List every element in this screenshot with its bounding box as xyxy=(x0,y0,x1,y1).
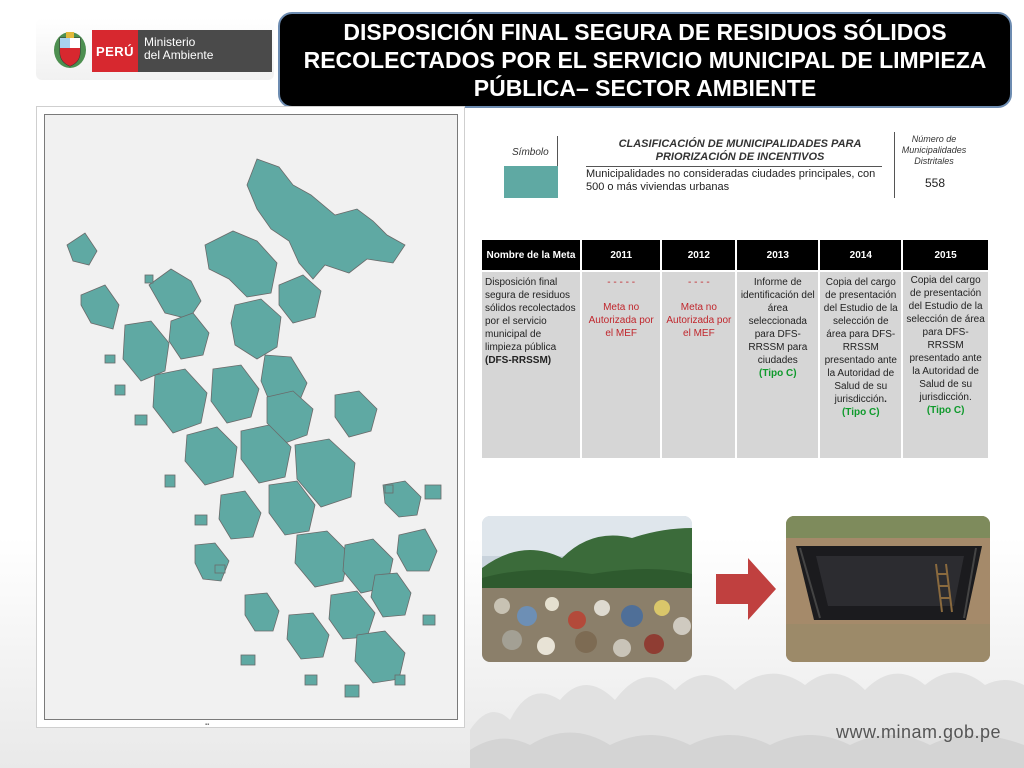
cell-2011-dash: - - - - - xyxy=(607,277,636,288)
map-region-central-9 xyxy=(219,491,261,539)
coat-of-arms-icon xyxy=(52,30,88,70)
map-region-small-12 xyxy=(115,385,125,395)
map-region-north-3 xyxy=(67,233,97,265)
open-dump-photo xyxy=(482,516,692,662)
landfill-illustration xyxy=(786,516,990,662)
cell-2015 xyxy=(903,272,988,458)
website-url[interactable]: www.minam.gob.pe xyxy=(836,722,1002,742)
map-region-small-6 xyxy=(241,655,255,665)
symbol-swatch xyxy=(504,166,558,198)
map-region-south-4 xyxy=(329,591,375,639)
ministry-line-1: Ministerio xyxy=(144,35,196,49)
map-region-small-4 xyxy=(195,515,207,525)
map-region-north-7 xyxy=(231,299,281,359)
country-label: PERÚ xyxy=(92,30,138,72)
map-region-small-9 xyxy=(395,675,405,685)
map-region-small-1 xyxy=(105,355,115,363)
map-caption: ▪▪ xyxy=(205,722,210,728)
map-region-north-5 xyxy=(123,321,169,381)
map-region-small-7 xyxy=(305,675,317,685)
open-dump-illustration xyxy=(482,516,692,662)
map-region-north-1 xyxy=(205,231,277,297)
classification-title: CLASIFICACIÓN DE MUNICIPALIDADES PARA PRIORIZACIÓN DE INCENTIVOS xyxy=(618,138,862,163)
slide-title xyxy=(278,12,1012,108)
cell-2014-dot: . xyxy=(884,394,887,405)
table-row xyxy=(482,272,988,458)
map-region-central-5 xyxy=(185,427,237,485)
cell-2014-type: (Tipo C) xyxy=(841,407,880,418)
symbol-label: Símbolo xyxy=(512,147,549,158)
meta-code-text: (DFS-RRSSM) xyxy=(485,355,552,366)
cell-2012-dash: - - - - xyxy=(688,277,710,288)
header-2014: 2014 xyxy=(820,240,901,270)
map-region-central-1 xyxy=(153,369,207,433)
title-line-2: RECOLECTADOS POR EL SERVICIO MUNICIPAL DE LIMPIEZA xyxy=(303,47,987,73)
cell-2014 xyxy=(820,272,901,458)
map-region-south-10 xyxy=(195,543,229,581)
count-value: 558 xyxy=(924,176,946,190)
classification-description: Municipalidades no consideradas ciudades principales, con 500 o más viviendas urbanas xyxy=(586,168,876,193)
header-2015: 2015 xyxy=(903,240,988,270)
map-region-south-5 xyxy=(287,613,329,659)
cell-2013 xyxy=(737,272,818,458)
map-region-north-4 xyxy=(81,285,119,329)
cell-2013-type: (Tipo C) xyxy=(759,368,797,379)
map-region-central-10 xyxy=(335,391,377,437)
cell-2012-text: Meta no Autorizada por el MEF xyxy=(666,302,732,339)
header-2011: 2011 xyxy=(582,240,661,270)
cell-2012 xyxy=(662,272,735,458)
cell-2011-text: Meta no Autorizada por el MEF xyxy=(588,302,654,339)
cell-2015-type: (Tipo C) xyxy=(926,405,965,416)
map-region-small-14 xyxy=(425,485,441,499)
map-region-central-2 xyxy=(211,365,259,423)
title-line-3: PÚBLICA– SECTOR AMBIENTE xyxy=(473,75,817,101)
classification-divider xyxy=(586,166,882,167)
count-title: Número de Municipalidades Distritales xyxy=(901,134,967,166)
header-2012: 2012 xyxy=(662,240,735,270)
map-region-north-8 xyxy=(279,275,321,323)
map-region-small-2 xyxy=(135,415,147,425)
map-region-south-9 xyxy=(245,593,279,631)
landfill-cell-photo xyxy=(786,516,990,662)
right-arrow-icon xyxy=(716,558,776,620)
ministry-line-2: del Ambiente xyxy=(144,48,214,62)
classification-legend xyxy=(490,128,1010,200)
meta-name-text: Disposición final segura de residuos sólidos recolectados por el servicio municipal de limpieza pública xyxy=(485,277,576,353)
map-region-small-10 xyxy=(423,615,435,625)
map-svg xyxy=(45,115,457,719)
cell-2011 xyxy=(582,272,661,458)
cell-meta-name xyxy=(482,272,580,458)
map-region-small-3 xyxy=(165,475,175,487)
cell-2014-text: Copia del cargo de presentación del Estudio de la selección de área para DFS-RRSSM presentado ante la Autoridad de Salud de su jurisdicción xyxy=(823,277,898,405)
map-region-north-6 xyxy=(169,313,209,359)
map-region-north-2 xyxy=(149,269,201,319)
map-region-small-13 xyxy=(385,485,393,493)
map-region-small-8 xyxy=(345,685,359,697)
title-line-1: DISPOSICIÓN FINAL SEGURA DE RESIDUOS SÓLIDOS xyxy=(343,19,947,45)
cell-2015-text: Copia del cargo de presentación del Estudio de la selección de área para DFS-RRSSM presentado ante la Autoridad de Salud de su jurisdicción. xyxy=(906,275,985,403)
ministry-label xyxy=(138,30,272,72)
map-region-south-7 xyxy=(397,529,437,571)
map-region-small-11 xyxy=(145,275,153,283)
map-region-south-3 xyxy=(371,573,411,617)
cell-2013-text: Informe de identificación del área seleccionada para DFS-RRSSM para ciudades xyxy=(740,277,815,366)
header-2013: 2013 xyxy=(737,240,818,270)
header-meta-name: Nombre de la Meta xyxy=(482,240,580,270)
meta-table xyxy=(480,238,990,460)
map-region-small-5 xyxy=(215,565,225,573)
table-header-row xyxy=(482,240,988,270)
peru-district-map xyxy=(44,114,458,720)
map-region-south-1 xyxy=(295,531,349,587)
